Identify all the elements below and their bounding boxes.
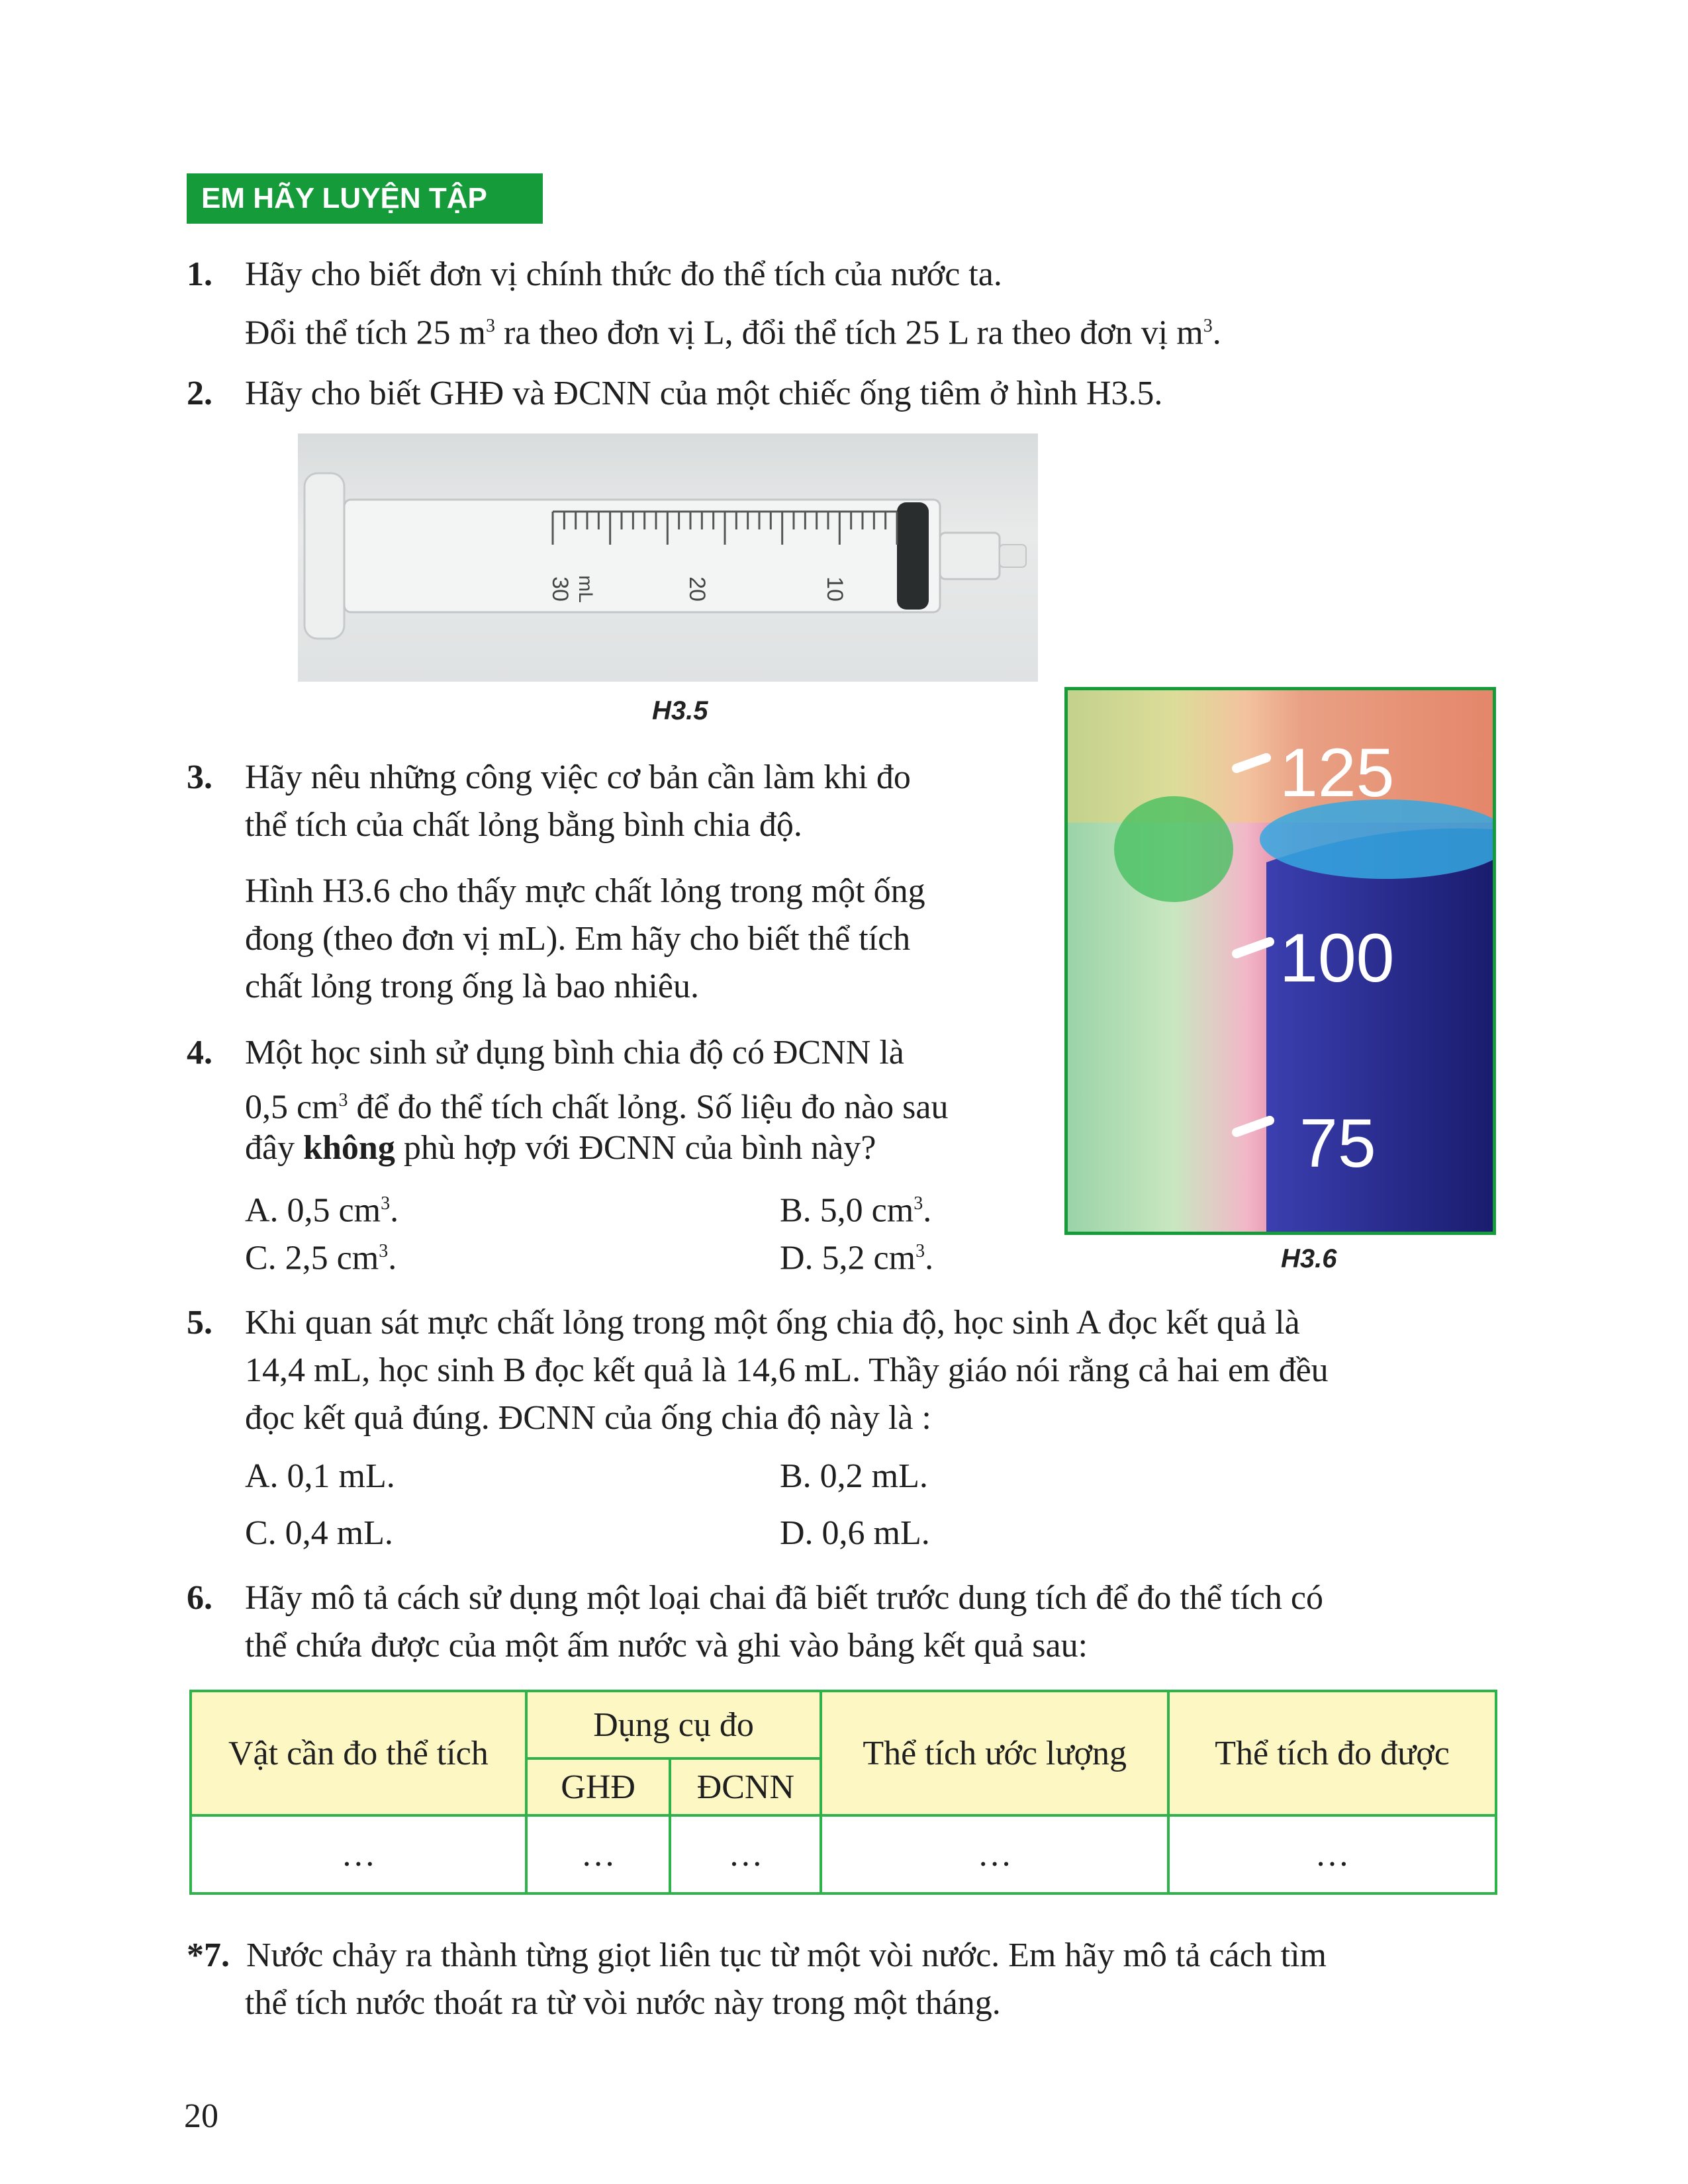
question-4-number: 4. — [187, 1034, 212, 1071]
cylinder-label-100: 100 — [1280, 920, 1395, 997]
header-measured: Thể tích đo được — [1168, 1691, 1496, 1815]
table-cell: … — [1168, 1815, 1496, 1893]
table-cell: … — [821, 1815, 1168, 1893]
header-dcnn: ĐCNN — [670, 1758, 821, 1815]
syringe-label-ml: mL — [575, 575, 596, 603]
question-6-line-2: thể chứa được của một ấm nước và ghi vào bảng kết quả sau: — [245, 1627, 1088, 1664]
question-6-line-1: Hãy mô tả cách sử dụng một loại chai đã biết trước dung tích để đo thể tích có — [245, 1579, 1323, 1617]
question-7-number: *7. — [187, 1936, 230, 1974]
question-5-option-c: C. 0,4 mL. — [245, 1514, 393, 1552]
question-4-option-d: D. 5,2 $cm^3$. — [780, 1239, 934, 1277]
question-4-line-1: Một học sinh sử dụng bình chia độ có ĐCNN là — [245, 1034, 904, 1071]
results-table — [189, 1690, 1497, 1895]
question-7-line-1: Nước chảy ra thành từng giọt liên tục từ một vòi nước. Em hãy mô tả cách tìm — [246, 1936, 1327, 1974]
question-3-line-1: Hãy nêu những công việc cơ bản cần làm khi đo — [245, 758, 911, 796]
syringe-label-30: 30 — [547, 576, 573, 602]
question-5-line-1: Khi quan sát mực chất lỏng trong một ống chia độ, học sinh A đọc kết quả là — [245, 1304, 1300, 1342]
header-ghd: GHĐ — [526, 1758, 671, 1815]
question-1-number: 1. — [187, 255, 212, 293]
table-row — [191, 1815, 1496, 1893]
question-4-line-3: đây không phù hợp với ĐCNN của bình này? — [245, 1129, 876, 1167]
table-cell: … — [670, 1815, 821, 1893]
question-4-line-2: 0,5 $cm^3$ để đo thể tích chất lỏng. Số liệu đo nào sau — [245, 1088, 949, 1126]
question-3-line-3: Hình H3.6 cho thấy mực chất lỏng trong một ống — [245, 872, 925, 910]
question-4-option-a: A. 0,5 $cm^3$. — [245, 1191, 399, 1230]
syringe-label-10: 10 — [822, 576, 847, 602]
question-5-option-d: D. 0,6 mL. — [780, 1514, 930, 1552]
syringe-figure — [298, 433, 1038, 682]
header-tool: Dụng cụ đo — [526, 1691, 821, 1758]
question-2-number: 2. — [187, 375, 212, 412]
cylinder-label-75: 75 — [1299, 1105, 1376, 1182]
question-3-line-2: thể tích của chất lỏng bằng bình chia độ. — [245, 806, 802, 844]
graduated-cylinder-illustration — [1068, 690, 1493, 1232]
syringe-illustration — [298, 433, 1038, 682]
question-7-line-2: thể tích nước thoát ra từ vòi nước này trong một tháng. — [245, 1984, 1001, 2022]
table-cell: … — [526, 1815, 671, 1893]
question-4-option-c: C. 2,5 $cm^3$. — [245, 1239, 397, 1277]
page-number: 20 — [184, 2097, 218, 2135]
question-1-line-2: Đổi thể tích 25 $m^3$ ra theo đơn vị L, đổi thể tích 25 L ra theo đơn vị $m^3$. — [245, 314, 1221, 352]
question-3-number: 3. — [187, 758, 212, 796]
cylinder-label-125: 125 — [1280, 735, 1395, 811]
graduated-cylinder-figure — [1064, 687, 1496, 1235]
question-5-line-2: 14,4 mL, học sinh B đọc kết quả là 14,6 mL. Thầy giáo nói rằng cả hai em đều — [245, 1351, 1329, 1389]
question-5-option-a: A. 0,1 mL. — [245, 1457, 395, 1495]
question-5-number: 5. — [187, 1304, 212, 1342]
syringe-label-20: 20 — [684, 576, 710, 602]
figure-caption-h3-6: H3.6 — [1281, 1244, 1337, 1273]
question-5-line-3: đọc kết quả đúng. ĐCNN của ống chia độ này là : — [245, 1399, 931, 1437]
question-5-option-b: B. 0,2 mL. — [780, 1457, 928, 1495]
question-6-number: 6. — [187, 1579, 212, 1617]
question-1-line-1: Hãy cho biết đơn vị chính thức đo thể tích của nước ta. — [245, 255, 1002, 293]
question-4-option-b: B. 5,0 $cm^3$. — [780, 1191, 932, 1230]
question-2-text: Hãy cho biết GHĐ và ĐCNN của một chiếc ống tiêm ở hình H3.5. — [245, 375, 1163, 412]
section-title: EM HÃY LUYỆN TẬP — [187, 173, 543, 224]
question-3-line-5: chất lỏng trong ống là bao nhiêu. — [245, 968, 699, 1005]
header-estimate: Thể tích ước lượng — [821, 1691, 1168, 1815]
table-header-row — [191, 1691, 1496, 1758]
question-3-line-4: đong (theo đơn vị mL). Em hãy cho biết thể tích — [245, 920, 911, 958]
table-cell: … — [191, 1815, 526, 1893]
header-object: Vật cần đo thể tích — [191, 1691, 526, 1815]
figure-caption-h3-5: H3.5 — [652, 696, 708, 725]
